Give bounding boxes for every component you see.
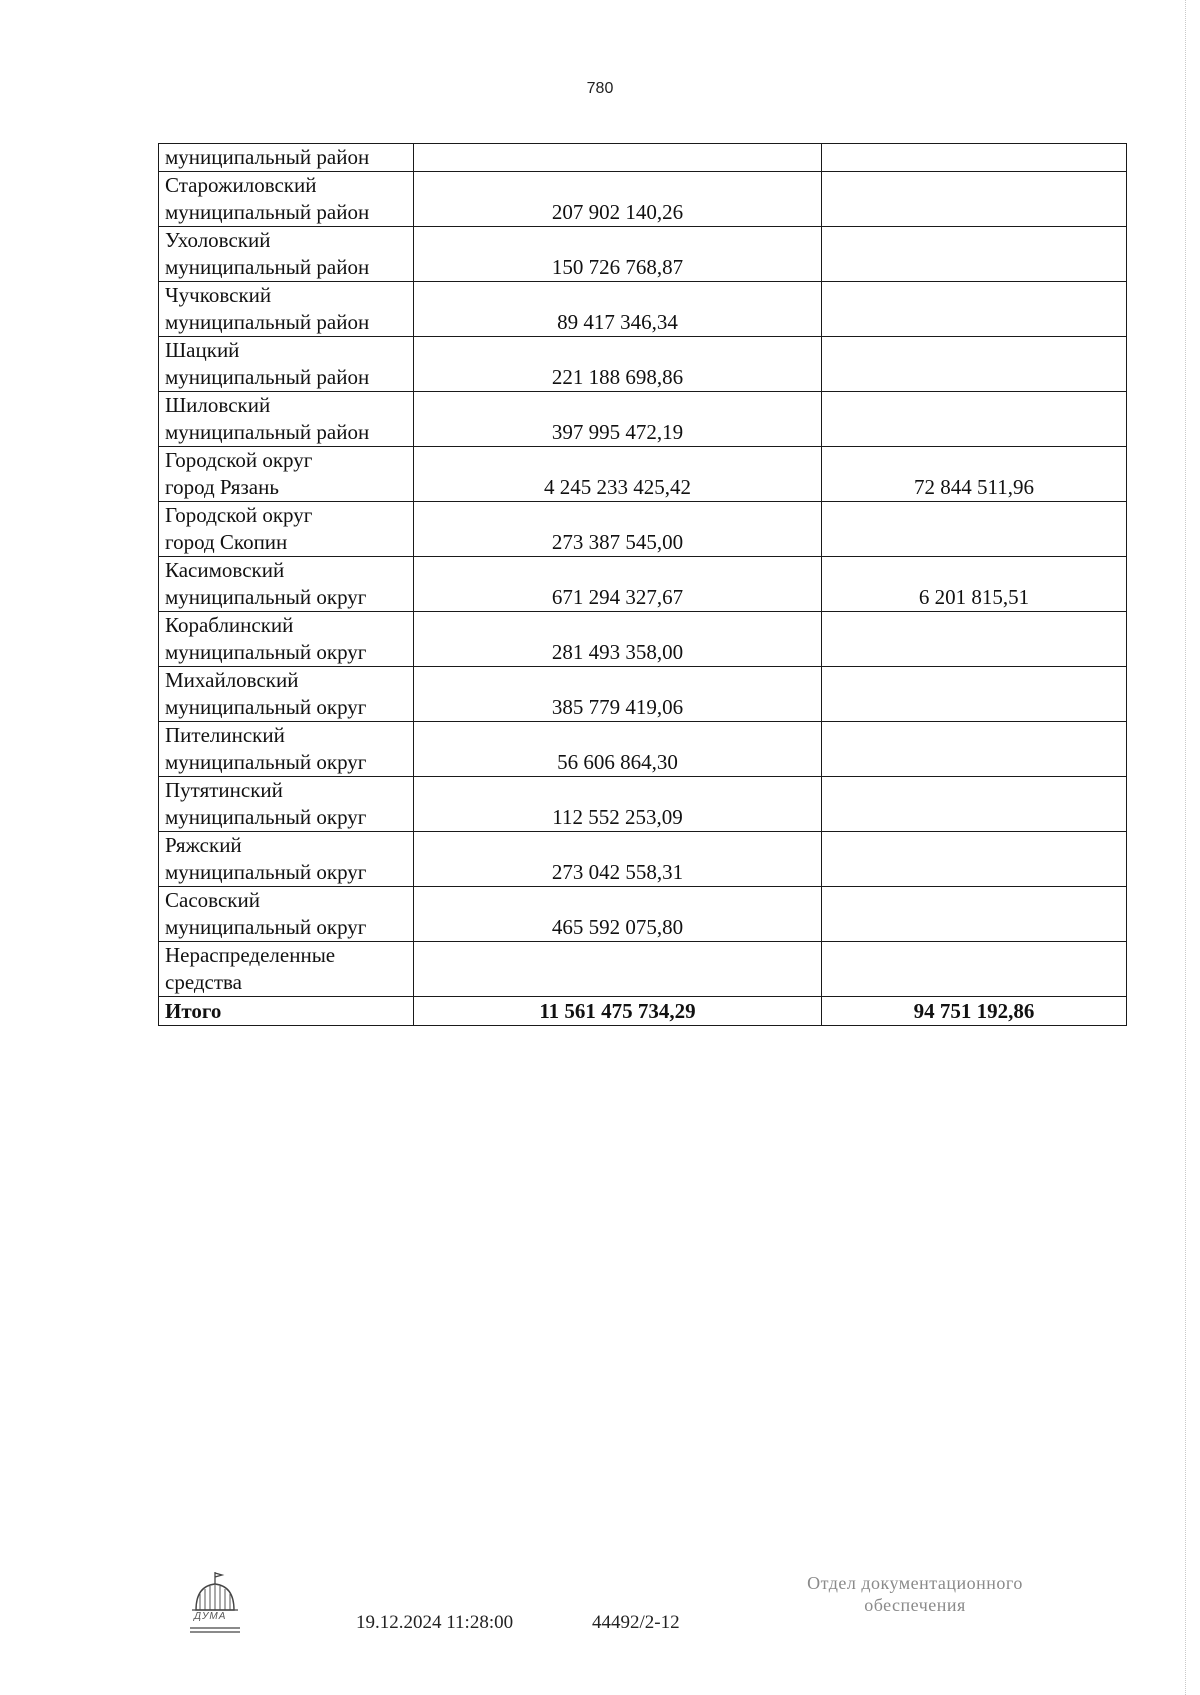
additional-amount-cell	[822, 612, 1127, 667]
municipality-name-line: Шиловский	[165, 393, 271, 417]
amount-cell: 273 042 558,31	[414, 832, 822, 887]
amount-cell	[414, 942, 822, 997]
amount-cell: 221 188 698,86	[414, 337, 822, 392]
amount-cell: 4 245 233 425,42	[414, 447, 822, 502]
total-label-cell: Итого	[159, 997, 414, 1026]
municipality-name-cell	[159, 832, 414, 887]
table-row	[159, 887, 1127, 942]
table-row	[159, 612, 1127, 667]
municipality-name-cell	[159, 447, 414, 502]
table-row	[159, 832, 1127, 887]
amount-cell: 273 387 545,00	[414, 502, 822, 557]
table-row	[159, 337, 1127, 392]
additional-amount-cell	[822, 667, 1127, 722]
table-row	[159, 557, 1127, 612]
municipality-name-line: средства	[165, 970, 243, 994]
municipality-name-line: город Скопин	[165, 530, 288, 554]
document-number: 44492/2-12	[592, 1612, 680, 1633]
additional-amount-cell	[822, 227, 1127, 282]
table-row	[159, 942, 1127, 997]
amount-cell: 281 493 358,00	[414, 612, 822, 667]
additional-amount-cell	[822, 887, 1127, 942]
table-row	[159, 667, 1127, 722]
municipality-name-cell	[159, 722, 414, 777]
municipality-name-line: Путятинский	[165, 778, 283, 802]
municipality-name-line: муниципальный округ	[165, 750, 367, 774]
municipality-name-cell	[159, 172, 414, 227]
municipality-name-cell	[159, 777, 414, 832]
additional-amount-cell	[822, 282, 1127, 337]
budget-table	[158, 143, 1127, 1026]
table-row	[159, 282, 1127, 337]
registration-timestamp: 19.12.2024 11:28:00	[356, 1612, 514, 1633]
amount-cell: 385 779 419,06	[414, 667, 822, 722]
municipality-name-cell	[159, 557, 414, 612]
table-row	[159, 172, 1127, 227]
municipality-name-cell	[159, 337, 414, 392]
additional-amount-cell	[822, 777, 1127, 832]
duma-seal-icon	[188, 1570, 244, 1636]
amount-cell: 89 417 346,34	[414, 282, 822, 337]
amount-cell: 207 902 140,26	[414, 172, 822, 227]
additional-amount-cell	[822, 832, 1127, 887]
amount-cell: 397 995 472,19	[414, 392, 822, 447]
municipality-name-line: муниципальный район	[165, 420, 370, 444]
municipality-name-line: Нераспределенные	[165, 943, 336, 967]
table-row	[159, 144, 1127, 172]
municipality-name-line: муниципальный район	[165, 310, 370, 334]
budget-table-container	[158, 143, 1126, 1026]
municipality-name-line: муниципальный округ	[165, 695, 367, 719]
municipality-name-line: муниципальный округ	[165, 585, 367, 609]
municipality-name-cell	[159, 282, 414, 337]
municipality-name-line: муниципальный округ	[165, 860, 367, 884]
additional-amount-cell: 6 201 815,51	[822, 557, 1127, 612]
municipality-name-line: муниципальный округ	[165, 805, 367, 829]
table-row	[159, 392, 1127, 447]
municipality-name-cell	[159, 502, 414, 557]
municipality-name-line: муниципальный район	[165, 365, 370, 389]
additional-amount-cell	[822, 337, 1127, 392]
amount-cell: 465 592 075,80	[414, 887, 822, 942]
municipality-name-line: Старожиловский	[165, 173, 317, 197]
municipality-name-line: Шацкий	[165, 338, 240, 362]
scan-margin-strip	[1185, 0, 1200, 1695]
amount-cell: 112 552 253,09	[414, 777, 822, 832]
municipality-name-line: Городской округ	[165, 448, 313, 472]
municipality-name-line: Ряжский	[165, 833, 242, 857]
amount-cell	[414, 144, 822, 172]
municipality-name-line: Ухоловский	[165, 228, 271, 252]
municipality-name-line: муниципальный округ	[165, 915, 367, 939]
municipality-name-line: Касимовский	[165, 558, 285, 582]
municipality-name-cell	[159, 667, 414, 722]
stamp-line: Отдел документационного	[807, 1573, 1023, 1593]
additional-amount-cell	[822, 392, 1127, 447]
municipality-name-line: муниципальный округ	[165, 640, 367, 664]
table-row	[159, 722, 1127, 777]
municipality-name-line: Кораблинский	[165, 613, 294, 637]
additional-amount-cell	[822, 502, 1127, 557]
municipality-name-line: Сасовский	[165, 888, 260, 912]
department-stamp	[770, 1572, 1060, 1616]
municipality-name-line: Городской округ	[165, 503, 313, 527]
table-body	[159, 144, 1127, 1026]
additional-amount-cell: 72 844 511,96	[822, 447, 1127, 502]
municipality-name-line: Чучковский	[165, 283, 272, 307]
municipality-name-line: муниципальный район	[165, 145, 370, 169]
table-row	[159, 502, 1127, 557]
total-amount-cell: 11 561 475 734,29	[414, 997, 822, 1026]
additional-amount-cell	[822, 942, 1127, 997]
municipality-name-line: муниципальный район	[165, 255, 370, 279]
municipality-name-cell	[159, 612, 414, 667]
municipality-name-cell	[159, 887, 414, 942]
total-row	[159, 997, 1127, 1026]
table-row	[159, 227, 1127, 282]
additional-amount-cell	[822, 172, 1127, 227]
total-additional-amount-cell: 94 751 192,86	[822, 997, 1127, 1026]
municipality-name-cell	[159, 392, 414, 447]
page-number: 780	[586, 80, 614, 97]
table-row	[159, 777, 1127, 832]
amount-cell: 671 294 327,67	[414, 557, 822, 612]
stamp-line: обеспечения	[864, 1595, 966, 1615]
municipality-name-cell	[159, 144, 414, 172]
municipality-name-line: Пителинский	[165, 723, 285, 747]
municipality-name-line: Михайловский	[165, 668, 299, 692]
amount-cell: 150 726 768,87	[414, 227, 822, 282]
page-footer	[0, 1560, 1200, 1660]
amount-cell: 56 606 864,30	[414, 722, 822, 777]
table-row	[159, 447, 1127, 502]
additional-amount-cell	[822, 144, 1127, 172]
municipality-name-line: муниципальный район	[165, 200, 370, 224]
municipality-name-cell	[159, 227, 414, 282]
municipality-name-line: город Рязань	[165, 475, 279, 499]
additional-amount-cell	[822, 722, 1127, 777]
seal-caption: ДУМА	[194, 1611, 227, 1622]
municipality-name-cell	[159, 942, 414, 997]
